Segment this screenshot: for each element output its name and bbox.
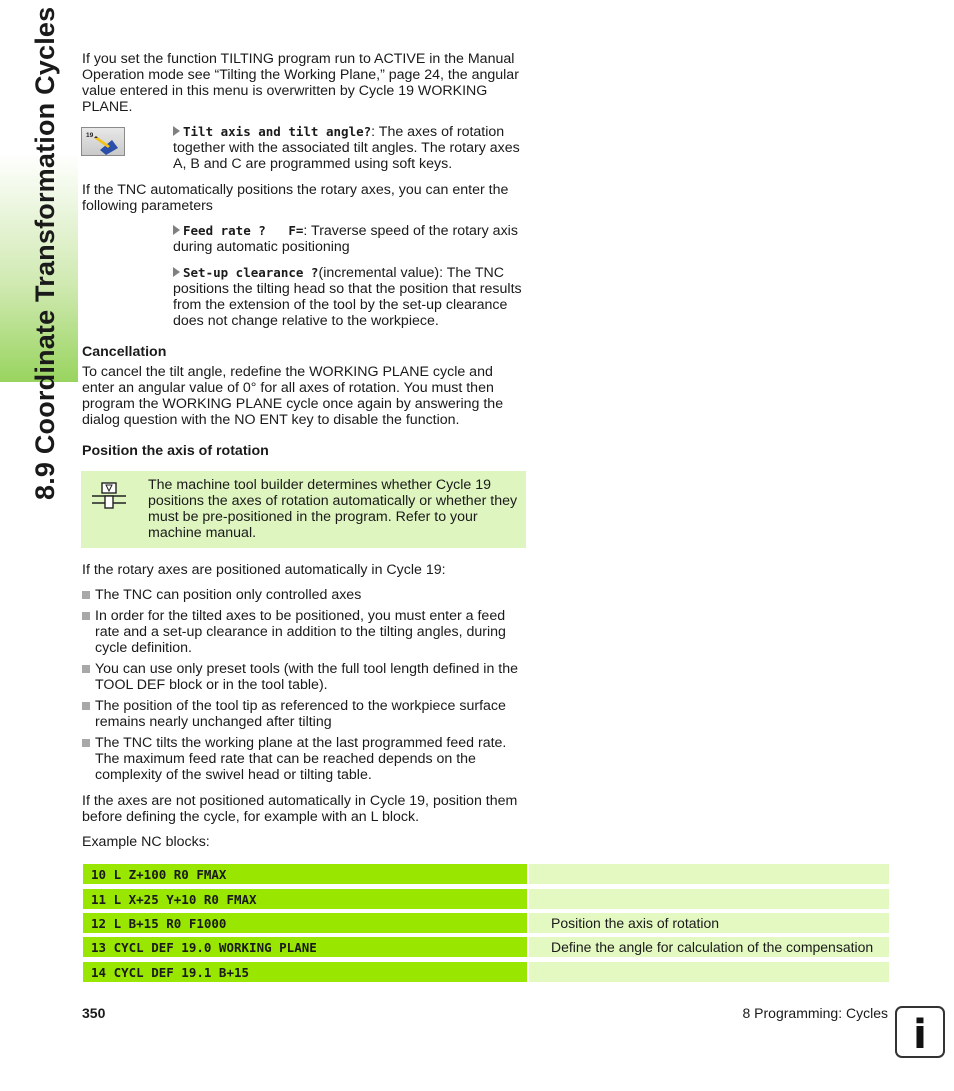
cancellation-text: To cancel the tilt angle, redefine the WORKING PLANE cycle and enter an angular value of 0° for all axes of rotation. You must then program the WORKING PLANE cycle once again by answering the dialog question with the NO ENT key to disable the function. [82,364,504,428]
cancellation-heading: Cancellation [82,344,167,360]
param-feed-rate [173,223,533,255]
list-item: The position of the tool tip as referenced to the workpiece surface remains nearly unchanged after tilting [82,698,524,730]
arrow-right-icon [173,225,180,235]
param-tilt-axis [173,124,533,172]
list-item: In order for the tilted axes to be positioned, you must enter a feed rate and a set-up clearance in addition to the tilting angles, during cycle definition. [82,608,524,656]
chapter-label: 8 Programming: Cycles [742,1005,888,1021]
nc-block-code: 11 L X+25 Y+10 R0 FMAX [83,889,527,909]
param-setup-key: Set-up clearance ? [183,265,319,280]
info-icon [895,1006,945,1058]
nc-block-code: 14 CYCL DEF 19.1 B+15 [83,962,527,982]
svg-text:19: 19 [86,132,94,139]
nc-block-comment [529,889,889,909]
intro-paragraph: If you set the function TILTING program run to ACTIVE in the Manual Operation mode see “Tilting the Working Plane,” page 24, the angular value entered in this menu is overwritten by Cycle 19 WORKING PLANE. [82,51,519,115]
param-feed-text: : Traverse speed of the rotary axis during automatic positioning [173,223,518,255]
nc-block-code: 13 CYCL DEF 19.0 WORKING PLANE [83,937,527,957]
list-item: You can use only preset tools (with the full tool length defined in the TOOL DEF block or in the tool table). [82,661,524,693]
param-setup-clearance [173,265,533,329]
machine-tool-icon [92,481,126,509]
bullet-square-icon [82,612,90,620]
param-tilt-key: Tilt axis and tilt angle? [183,124,372,139]
list-item: The TNC tilts the working plane at the last programmed feed rate. The maximum feed rate that can be reached depends on the complexity of the swivel head or tilting table. [82,735,524,783]
param-tilt-text: : The axes of rotation together with the associated tilt angles. The rotary axes A, B and C are programmed using soft keys. [173,124,520,172]
arrow-right-icon [173,267,180,277]
arrow-right-icon [173,126,180,136]
side-tab-title: 8.9 Coordinate Transformation Cycles [30,6,60,500]
nc-block-comment [529,962,889,982]
bullet-square-icon [82,665,90,673]
example-label: Example NC blocks: [82,834,210,850]
bullet-square-icon [82,591,90,599]
nc-block-comment [529,864,889,884]
param-setup-text: (incremental value): The TNC positions the tilting head so that the position that results from the extension of the tool by the set-up clearance does not change relative to the workpiece. [173,265,522,329]
position-heading: Position the axis of rotation [82,443,269,459]
nc-block-code: 10 L Z+100 R0 FMAX [83,864,527,884]
nc-block-code: 12 L B+15 R0 F1000 [83,913,527,933]
svg-text:i: i [913,1012,927,1056]
cycle-19-working-plane-icon [81,127,125,156]
note-text: The machine tool builder determines whether Cycle 19 positions the axes of rotation automatically or whether they must be pre-positioned in the program. Refer to your machine manual. [148,477,518,541]
page-number: 350 [82,1005,106,1021]
not-auto-text: If the axes are not positioned automatically in Cycle 19, position them before defining the cycle, for example with an L block. [82,793,518,825]
bullet-square-icon [82,739,90,747]
bullet-square-icon [82,702,90,710]
nc-block-comment: Position the axis of rotation [529,913,889,933]
auto-text: If the rotary axes are positioned automatically in Cycle 19: [82,562,446,578]
nc-block-comment: Define the angle for calculation of the compensation [529,937,889,957]
auto-intro: If the TNC automatically positions the rotary axes, you can enter the following parameters [82,182,509,214]
list-item: The TNC can position only controlled axes [82,587,524,603]
param-feed-key: Feed rate ? F= [183,223,304,238]
